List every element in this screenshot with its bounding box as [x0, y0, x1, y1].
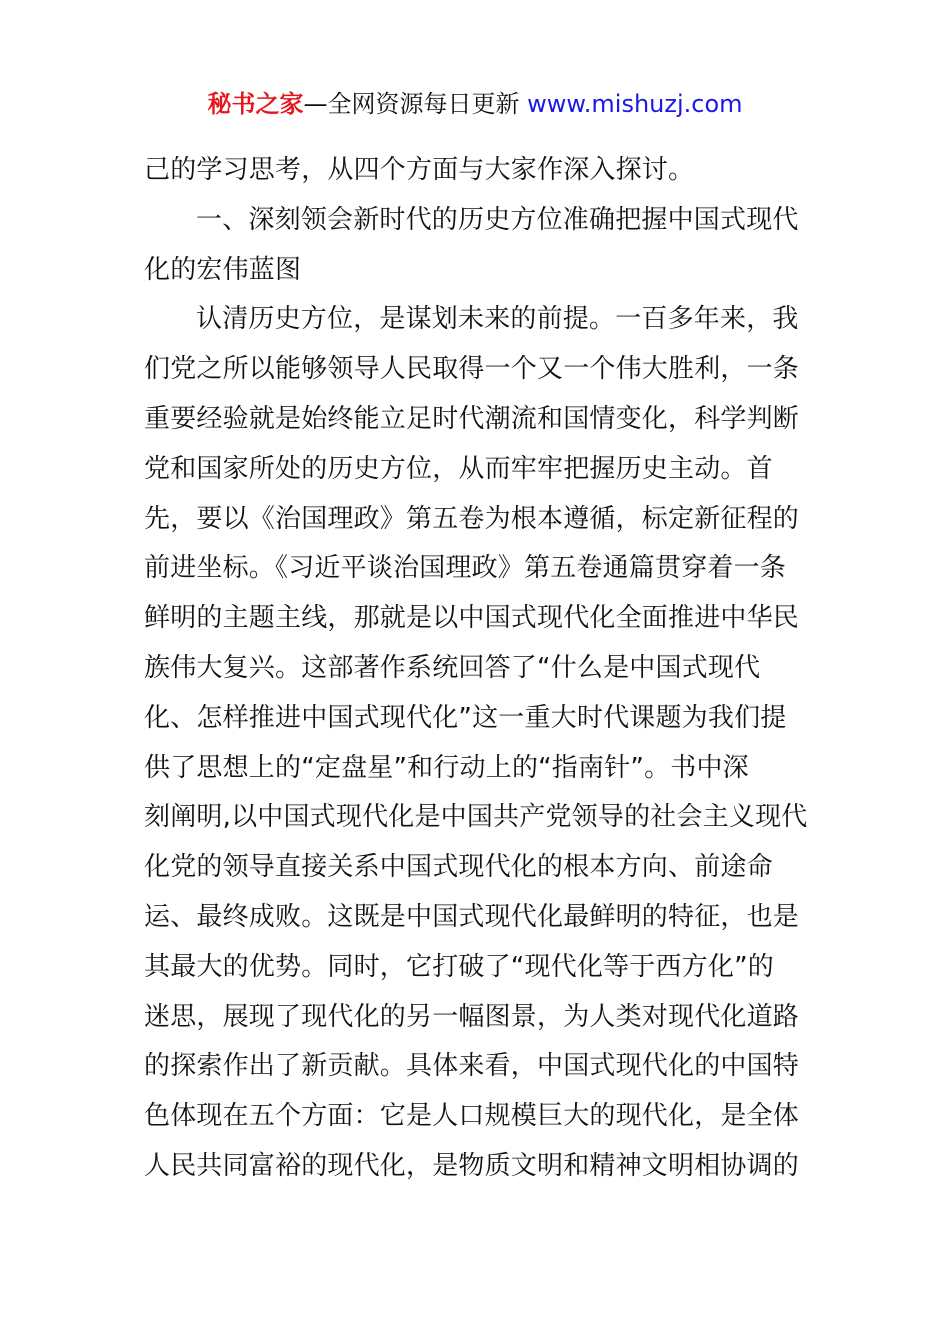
- text-line: 人民共同富裕的现代化，是物质文明和精神文明相协调的: [144, 1150, 800, 1181]
- paragraph-start: 认清历史方位，是谋划未来的前提。一百多年来，我: [196, 304, 799, 335]
- document-body: [144, 146, 809, 1192]
- brand-name: 秘书之家: [207, 90, 304, 118]
- text-line: 刻阐明,以中国式现代化是中国共产党领导的社会主义现代: [144, 802, 808, 833]
- page-header: [0, 86, 950, 122]
- text-line: 迷思，展现了现代化的另一幅图景，为人类对现代化道路: [144, 1001, 800, 1032]
- header-url-link[interactable]: www.mishuzj.com: [527, 90, 743, 118]
- header-slogan: —全网资源每日更新: [303, 90, 528, 118]
- text-line: 色体现在五个方面：它是人口规模巨大的现代化，是全体: [144, 1101, 800, 1132]
- text-line: 化党的领导直接关系中国式现代化的根本方向、前途命: [144, 852, 773, 883]
- text-line: 化、怎样推进中国式现代化”这一重大时代课题为我们提: [144, 702, 787, 733]
- section-heading: 一、深刻领会新时代的历史方位准确把握中国式现代: [196, 204, 799, 235]
- text-line: 运、最终成败。这既是中国式现代化最鲜明的特征，也是: [144, 901, 800, 932]
- text-line: 族伟大复兴。这部著作系统回答了“什么是中国式现代: [144, 652, 761, 683]
- text-line: 己的学习思考，从四个方面与大家作深入探讨。: [144, 155, 695, 185]
- text-line: 其最大的优势。同时，它打破了“现代化等于西方化”的: [144, 951, 774, 982]
- text-line: 供了思想上的“定盘星”和行动上的“指南针”。书中深: [144, 752, 749, 783]
- text-line: 先，要以《治国理政》第五卷为根本遵循，标定新征程的: [144, 503, 800, 534]
- section-heading-continued: 化的宏伟蓝图: [144, 254, 302, 285]
- text-line: 党和国家所处的历史方位，从而牢牢把握历史主动。首: [144, 453, 773, 484]
- text-line: 的探索作出了新贡献。具体来看，中国式现代化的中国特: [144, 1051, 800, 1082]
- text-line: 前进坐标。《习近平谈治国理政》第五卷通篇贯穿着一条: [144, 553, 787, 584]
- text-line: 重要经验就是始终能立足时代潮流和国情变化，科学判断: [144, 403, 800, 434]
- text-line: 鲜明的主题主线，那就是以中国式现代化全面推进中华民: [144, 603, 800, 634]
- text-line: 们党之所以能够领导人民取得一个又一个伟大胜利，一条: [144, 354, 800, 385]
